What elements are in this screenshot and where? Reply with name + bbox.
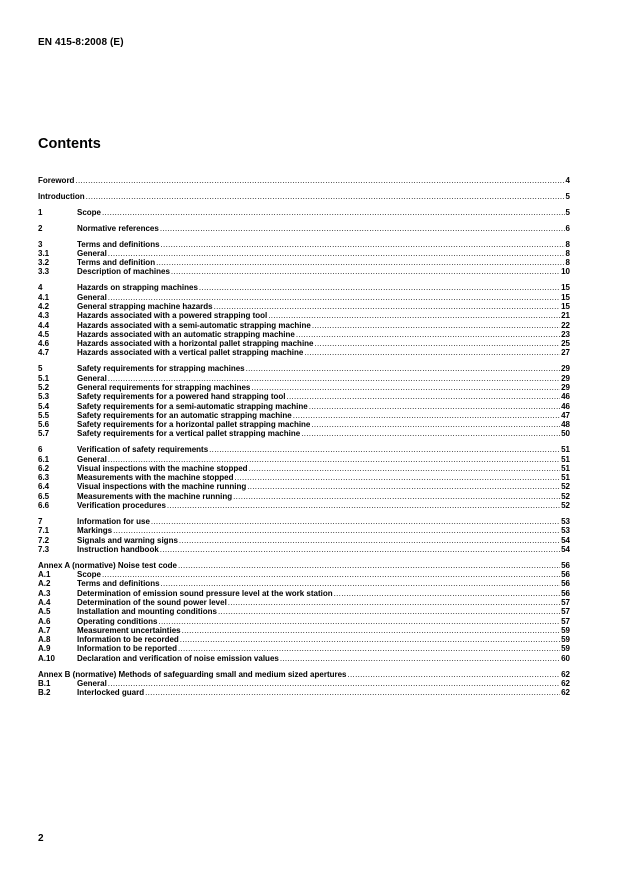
dot-leader [108, 249, 565, 258]
toc-entry[interactable] [38, 635, 570, 644]
toc-entry-number: 4.5 [38, 329, 50, 339]
toc-entry-page: 51 [561, 473, 570, 483]
dot-leader [108, 293, 560, 302]
dot-leader [209, 445, 560, 454]
toc-entry[interactable] [38, 330, 570, 339]
dot-leader [334, 589, 560, 598]
toc-entry[interactable] [38, 283, 570, 292]
dot-leader [251, 383, 560, 392]
toc-entry-number: 5.5 [38, 410, 50, 420]
toc-entry[interactable] [38, 473, 570, 482]
toc-entry[interactable] [38, 348, 570, 357]
toc-entry[interactable] [38, 311, 570, 320]
toc-entry-title: Hazards associated with a semi-automatic strapping machine [77, 320, 311, 330]
toc-group [38, 192, 570, 201]
toc-entry-number: 2 [38, 223, 43, 233]
toc-entry[interactable] [38, 679, 570, 688]
toc-entry-number: 6.5 [38, 491, 50, 501]
toc-group [38, 176, 570, 185]
toc-entry-page: 62 [561, 688, 570, 698]
dot-leader [182, 626, 561, 635]
toc-entry-number: 6.6 [38, 501, 50, 511]
dot-leader [156, 258, 564, 267]
dot-leader [214, 302, 560, 311]
toc-entry-page: 54 [561, 544, 570, 554]
toc-entry-number: 6 [38, 445, 43, 455]
toc-entry-title: Description of machines [77, 267, 170, 277]
dot-leader [180, 635, 560, 644]
dot-leader [75, 176, 564, 185]
toc-entry-title: General requirements for strapping machines [77, 382, 251, 392]
toc-entry-number: A.1 [38, 570, 51, 580]
toc-entry-number: A.5 [38, 607, 51, 617]
toc-entry-title: Signals and warning signs [77, 535, 178, 545]
toc-entry-number: A.6 [38, 616, 51, 626]
toc-entry-number: 3.3 [38, 267, 50, 277]
toc-entry[interactable] [38, 364, 570, 373]
toc-entry-title: Safety requirements for an automatic strapping machine [77, 410, 292, 420]
dot-leader [304, 348, 560, 357]
toc-entry-page: 6 [565, 223, 570, 233]
dot-leader [151, 517, 560, 526]
toc-entry-page: 54 [561, 535, 570, 545]
toc-entry-page: 48 [561, 420, 570, 430]
toc-entry[interactable] [38, 545, 570, 554]
toc-entry-number: 7.3 [38, 544, 50, 554]
dot-leader [228, 598, 560, 607]
toc-entry[interactable] [38, 579, 570, 588]
toc-entry-title: Instruction handbook [77, 544, 159, 554]
dot-leader [179, 536, 560, 545]
toc-entry-page: 51 [561, 463, 570, 473]
toc-entry-title: Safety requirements for a powered hand strapping tool [77, 392, 286, 402]
toc-entry[interactable] [38, 224, 570, 233]
toc-entry-page: 10 [561, 267, 570, 277]
dot-leader [309, 402, 560, 411]
toc-entry-title: Measurements with the machine running [77, 491, 233, 501]
toc-entry-page: 15 [561, 292, 570, 302]
toc-entry-title: Operating conditions [77, 616, 158, 626]
toc-entry-page: 56 [561, 579, 570, 589]
toc-entry-page: 56 [561, 570, 570, 580]
toc-entry-title: Visual inspections with the machine stopped [77, 463, 248, 473]
toc-entry-title: Determination of the sound power level [77, 597, 227, 607]
dot-leader [268, 311, 560, 320]
toc-group [38, 240, 570, 277]
toc-entry-number: 5.1 [38, 373, 50, 383]
toc-entry-page: 47 [561, 410, 570, 420]
toc-entry[interactable] [38, 321, 570, 330]
toc-entry-title: Safety requirements for strapping machines [77, 364, 245, 374]
dot-leader [178, 644, 560, 653]
toc-entry-title: Scope [77, 570, 102, 580]
toc-entry-title: Interlocked guard [77, 688, 145, 698]
toc-entry[interactable] [38, 402, 570, 411]
toc-entry-page: 56 [561, 560, 570, 570]
toc-entry-page: 27 [561, 348, 570, 358]
toc-entry-number: 4.6 [38, 339, 50, 349]
toc-entry[interactable] [38, 482, 570, 491]
toc-entry-page: 46 [561, 401, 570, 411]
toc-entry-page: 59 [561, 625, 570, 635]
toc-entry-number: 1 [38, 207, 43, 217]
toc-entry-number: 4.3 [38, 311, 50, 321]
toc-entry-page: 59 [561, 644, 570, 654]
document-header: EN 415-8:2008 (E) [38, 37, 124, 48]
toc-entry-title: Markings [77, 526, 113, 536]
toc-entry[interactable] [38, 526, 570, 535]
toc-entry-number: 7.2 [38, 535, 50, 545]
toc-entry-number: 5.7 [38, 429, 50, 439]
toc-entry-page: 29 [561, 364, 570, 374]
dot-leader [249, 464, 561, 473]
toc-entry-title: General [77, 454, 107, 464]
toc-entry-title: General [77, 248, 107, 258]
toc-entry-number: A.9 [38, 644, 51, 654]
toc-entry-title: Annex B (normative) Methods of safeguarding small and medium sized apertures [38, 669, 347, 679]
toc-entry-number: 4.4 [38, 320, 50, 330]
toc-entry-page: 51 [561, 454, 570, 464]
dot-leader [102, 570, 560, 579]
toc-entry-title: Information to be reported [77, 644, 177, 654]
toc-entry-title: General [77, 292, 107, 302]
toc-entry-number: B.1 [38, 678, 51, 688]
toc-entry-number: A.10 [38, 653, 55, 663]
toc-group [38, 445, 570, 510]
toc-entry-title: Verification of safety requirements [77, 445, 209, 455]
dot-leader [312, 321, 560, 330]
toc-entry[interactable] [38, 688, 570, 697]
dot-leader [178, 561, 560, 570]
toc-group [38, 224, 570, 233]
toc-entry-title: Scope [77, 207, 102, 217]
toc-entry-page: 57 [561, 597, 570, 607]
toc-entry-number: 3.2 [38, 258, 50, 268]
dot-leader [161, 579, 561, 588]
toc-entry-page: 23 [561, 329, 570, 339]
toc-entry-page: 59 [561, 635, 570, 645]
toc-group [38, 670, 570, 698]
page-title: Contents [38, 136, 101, 152]
toc-entry-page: 21 [561, 311, 570, 321]
toc-entry-number: 6.4 [38, 482, 50, 492]
toc-entry[interactable] [38, 501, 570, 510]
toc-entry[interactable] [38, 429, 570, 438]
toc-entry-number: 6.1 [38, 454, 50, 464]
toc-entry-number: 7.1 [38, 526, 50, 536]
dot-leader [293, 411, 560, 420]
toc-entry[interactable] [38, 411, 570, 420]
toc-entry-title: Introduction [38, 191, 85, 201]
toc-entry[interactable] [38, 670, 570, 679]
toc-entry-number: 6.2 [38, 463, 50, 473]
toc-entry-title: Information for use [77, 516, 150, 526]
toc-entry-number: 7 [38, 516, 43, 526]
toc-entry[interactable] [38, 339, 570, 348]
toc-entry-title: Determination of emission sound pressure level at the work station [77, 588, 333, 598]
toc-entry[interactable] [38, 240, 570, 249]
toc-entry-page: 25 [561, 339, 570, 349]
toc-entry[interactable] [38, 561, 570, 570]
toc-entry[interactable] [38, 617, 570, 626]
dot-leader [102, 208, 565, 217]
toc-entry-title: Measurement uncertainties [77, 625, 181, 635]
toc-entry-number: A.4 [38, 597, 51, 607]
toc-group [38, 561, 570, 663]
toc-entry-title: General strapping machine hazards [77, 301, 213, 311]
toc-entry[interactable] [38, 570, 570, 579]
toc-entry-title: Safety requirements for a horizontal pallet strapping machine [77, 420, 311, 430]
toc-entry-page: 51 [561, 445, 570, 455]
toc-entry-page: 52 [561, 501, 570, 511]
toc-entry-number: 5.2 [38, 382, 50, 392]
dot-leader [145, 688, 560, 697]
toc-entry-number: 5.4 [38, 401, 50, 411]
toc-entry-page: 15 [561, 283, 570, 293]
toc-entry-title: Installation and mounting conditions [77, 607, 217, 617]
toc-entry[interactable] [38, 607, 570, 616]
toc-entry-page: 8 [565, 248, 570, 258]
toc-entry-title: Foreword [38, 176, 75, 185]
toc-entry[interactable] [38, 492, 570, 501]
toc-entry-number: 3.1 [38, 248, 50, 258]
toc-entry-number: 4.7 [38, 348, 50, 358]
dot-leader [296, 330, 560, 339]
toc-entry-number: 3 [38, 239, 43, 249]
toc-group [38, 517, 570, 554]
toc-entry-page: 50 [561, 429, 570, 439]
dot-leader [171, 267, 560, 276]
toc-entry-page: 52 [561, 482, 570, 492]
toc-entry-number: 6.3 [38, 473, 50, 483]
toc-entry-number: A.7 [38, 625, 51, 635]
toc-entry-title: General [77, 678, 107, 688]
dot-leader [246, 364, 560, 373]
dot-leader [348, 670, 561, 679]
dot-leader [108, 679, 560, 688]
toc-entry-number: A.3 [38, 588, 51, 598]
toc-entry-title: Terms and definitions [77, 239, 160, 249]
toc-entry-title: Normative references [77, 223, 159, 233]
dot-leader [315, 339, 561, 348]
toc-entry[interactable] [38, 208, 570, 217]
toc-entry[interactable] [38, 192, 570, 201]
toc-entry[interactable] [38, 249, 570, 258]
toc-entry-page: 62 [561, 669, 570, 679]
toc-entry-page: 53 [561, 526, 570, 536]
toc-entry[interactable] [38, 464, 570, 473]
dot-leader [280, 654, 560, 663]
dot-leader [218, 607, 560, 616]
toc-entry-number: B.2 [38, 688, 51, 698]
toc-entry-page: 56 [561, 588, 570, 598]
toc-entry[interactable] [38, 654, 570, 663]
toc-entry-title: Safety requirements for a semi-automatic strapping machine [77, 401, 308, 411]
toc-entry-title: Declaration and verification of noise emission values [77, 653, 279, 663]
toc-entry-page: 60 [561, 653, 570, 663]
toc-entry-title: Terms and definitions [77, 579, 160, 589]
toc-entry-title: Hazards associated with a horizontal pallet strapping machine [77, 339, 314, 349]
dot-leader [108, 374, 560, 383]
toc-entry[interactable] [38, 267, 570, 276]
dot-leader [233, 492, 560, 501]
toc-entry-title: Annex A (normative) Noise test code [38, 560, 177, 570]
toc-entry-number: 4.2 [38, 301, 50, 311]
toc-entry-page: 22 [561, 320, 570, 330]
dot-leader [234, 473, 560, 482]
table-of-contents [38, 176, 570, 704]
toc-entry-page: 52 [561, 491, 570, 501]
toc-entry[interactable] [38, 383, 570, 392]
toc-group [38, 283, 570, 357]
toc-entry-page: 4 [565, 176, 570, 185]
dot-leader [160, 545, 560, 554]
toc-entry-number: 4 [38, 283, 43, 293]
toc-entry[interactable] [38, 644, 570, 653]
toc-entry-title: General [77, 373, 107, 383]
toc-entry[interactable] [38, 374, 570, 383]
toc-entry[interactable] [38, 598, 570, 607]
dot-leader [286, 392, 560, 401]
toc-entry-title: Terms and definition [77, 258, 156, 268]
toc-entry[interactable] [38, 293, 570, 302]
toc-entry[interactable] [38, 445, 570, 454]
toc-entry[interactable] [38, 176, 570, 185]
dot-leader [247, 482, 560, 491]
toc-entry-title: Hazards associated with a powered strapping tool [77, 311, 268, 321]
toc-entry-title: Hazards associated with a vertical pallet strapping machine [77, 348, 304, 358]
dot-leader [199, 283, 560, 292]
toc-entry-page: 62 [561, 678, 570, 688]
toc-entry-title: Hazards on strapping machines [77, 283, 198, 293]
dot-leader [86, 192, 565, 201]
toc-entry[interactable] [38, 536, 570, 545]
toc-entry-title: Visual inspections with the machine running [77, 482, 247, 492]
toc-entry[interactable] [38, 258, 570, 267]
toc-entry-title: Safety requirements for a vertical pallet strapping machine [77, 429, 301, 439]
toc-entry-page: 8 [565, 258, 570, 268]
toc-entry-page: 5 [565, 207, 570, 217]
toc-entry-title: Measurements with the machine stopped [77, 473, 234, 483]
toc-entry[interactable] [38, 302, 570, 311]
dot-leader [167, 501, 560, 510]
toc-entry-title: Verification procedures [77, 501, 166, 511]
toc-entry-page: 29 [561, 373, 570, 383]
toc-entry[interactable] [38, 420, 570, 429]
toc-entry[interactable] [38, 392, 570, 401]
toc-entry-number: 5.3 [38, 392, 50, 402]
toc-entry-page: 46 [561, 392, 570, 402]
dot-leader [108, 455, 560, 464]
toc-entry[interactable] [38, 626, 570, 635]
toc-entry-page: 57 [561, 616, 570, 626]
dot-leader [158, 617, 560, 626]
toc-entry-number: A.2 [38, 579, 51, 589]
toc-entry-page: 8 [565, 239, 570, 249]
toc-entry-page: 5 [565, 191, 570, 201]
toc-entry-title: Information to be recorded [77, 635, 179, 645]
toc-entry-page: 53 [561, 516, 570, 526]
toc-entry-title: Hazards associated with an automatic strapping machine [77, 329, 295, 339]
page-number: 2 [38, 833, 44, 844]
toc-entry-number: 5 [38, 364, 43, 374]
toc-group [38, 364, 570, 438]
dot-leader [161, 240, 565, 249]
toc-entry-page: 15 [561, 301, 570, 311]
toc-entry[interactable] [38, 589, 570, 598]
dot-leader [311, 420, 560, 429]
toc-entry-number: A.8 [38, 635, 51, 645]
toc-entry[interactable] [38, 455, 570, 464]
toc-entry-page: 57 [561, 607, 570, 617]
dot-leader [160, 224, 565, 233]
dot-leader [301, 429, 560, 438]
toc-entry-page: 29 [561, 382, 570, 392]
toc-entry[interactable] [38, 517, 570, 526]
toc-entry-number: 5.6 [38, 420, 50, 430]
toc-entry-number: 4.1 [38, 292, 50, 302]
toc-group [38, 208, 570, 217]
dot-leader [113, 526, 560, 535]
